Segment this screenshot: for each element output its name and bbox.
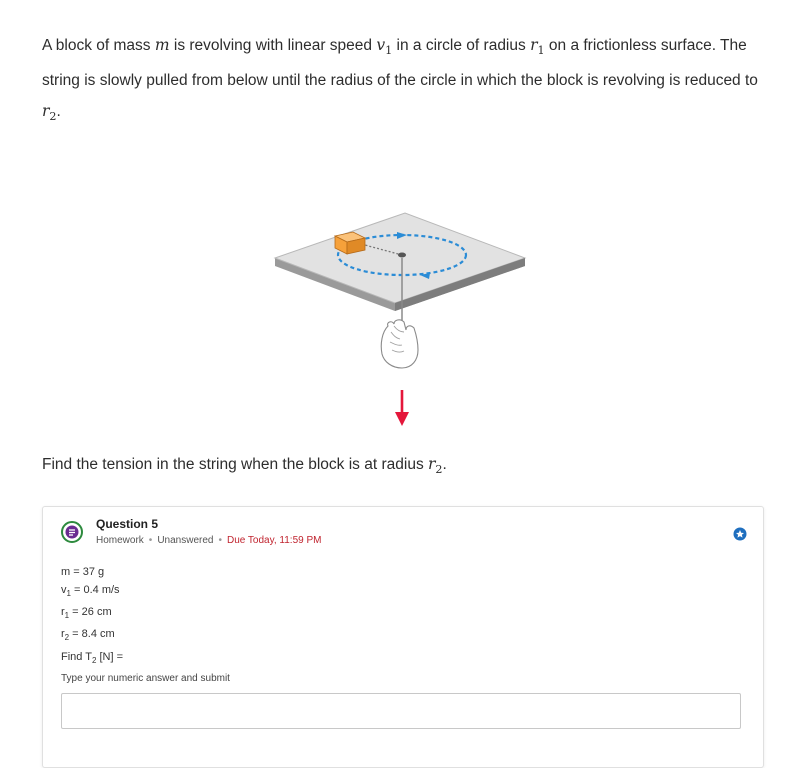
answer-input[interactable] [61, 693, 741, 729]
problem-text: in a circle of radius [392, 37, 531, 54]
hand-icon [381, 320, 418, 368]
question-meta: Homework • Unanswered • Due Today, 11:59 PM [96, 535, 322, 546]
given-value-row: $r_2 = 8.4$ cm [61, 628, 115, 643]
given-value-row: $v_1 = 0.4$ m/s [61, 584, 120, 599]
given-value-row: m = 37 g [61, 566, 105, 578]
given-value-row: Find $T_2$ [N] = [61, 650, 124, 665]
radius2-symbol: $r_2$ [42, 102, 57, 124]
problem-text: on a frictionless surface. The string is slowly pulled from below until the radius of the circle in which the block is revolving is reduced to [42, 37, 758, 90]
answer-label: Type your numeric answer and submit [61, 673, 230, 684]
radius2-symbol: $r_2$ [428, 455, 443, 477]
given-value-row: $r_1 = 26$ cm [61, 606, 112, 621]
given-values [61, 563, 123, 670]
question-title: Question 5 [96, 517, 159, 531]
question-type: Homework [96, 535, 144, 546]
question-card [42, 506, 764, 768]
question-status: Unanswered [157, 535, 214, 546]
problem-statement: A block of mass m is revolving with linear speed $v_1$ in a circle of radius $r_1$ on a frictionless surface. The string is slowly pulled from below until the radius of the circle in which the block is revolving is reduced to $r_2$. [42, 36, 758, 124]
mass-symbol: m [154, 36, 170, 54]
find-statement: Find the tension in the string when the block is at radius $r_2$. [42, 455, 447, 477]
speed-symbol: $v_1$ [376, 36, 393, 58]
radius1-symbol: $r_1$ [530, 36, 545, 58]
down-arrow-icon [395, 390, 409, 426]
homework-icon [61, 521, 83, 543]
table-top [275, 213, 525, 303]
block-string-figure [270, 208, 530, 438]
hole [398, 253, 406, 258]
due-date: Due Today, 11:59 PM [226, 535, 322, 546]
problem-text: is revolving with linear speed [169, 37, 377, 54]
problem-text: A block of mass [42, 37, 155, 54]
bookmark-icon[interactable] [733, 527, 747, 541]
